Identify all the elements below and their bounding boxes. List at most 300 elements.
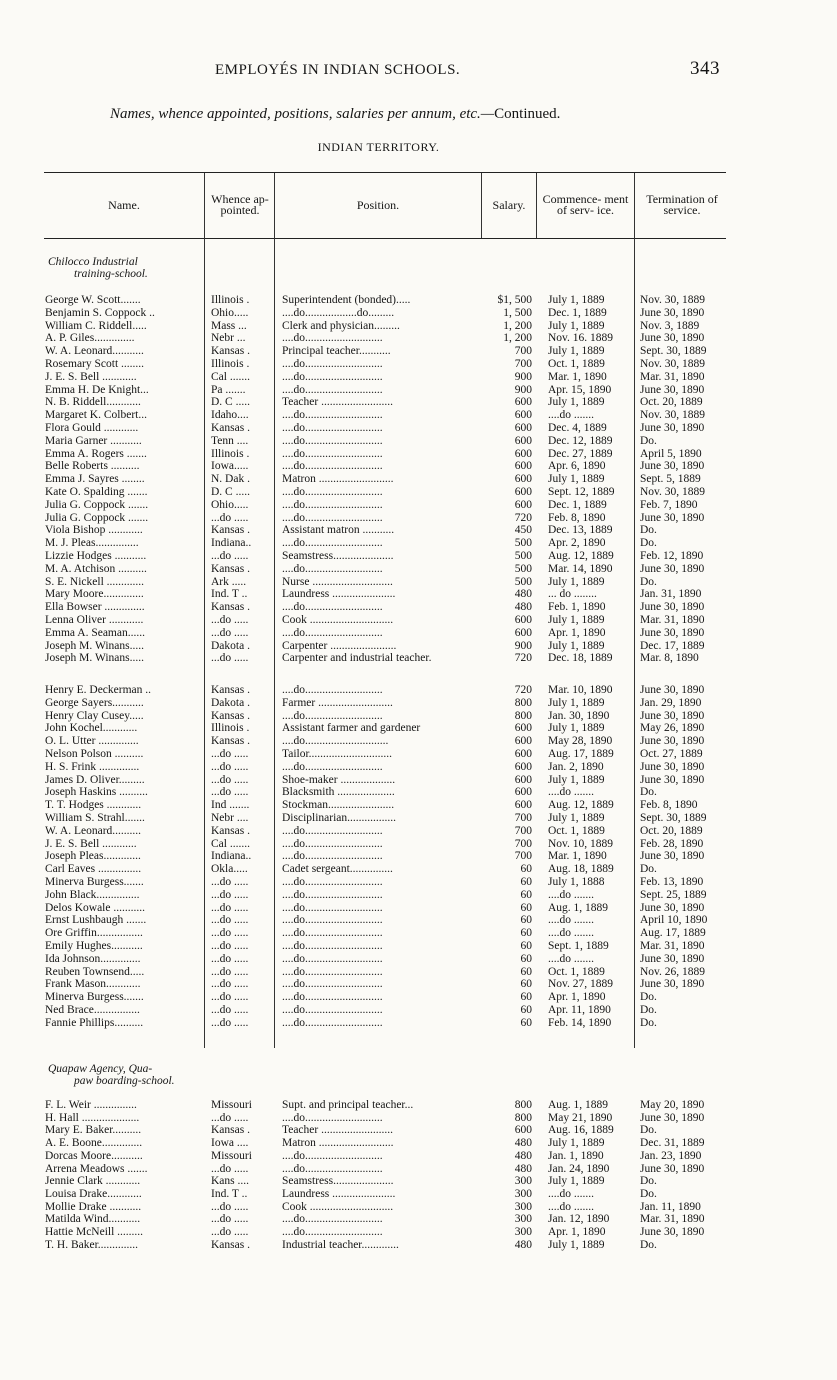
cell-commencement: Oct. 1, 1889: [548, 824, 605, 837]
cell-position: ....do...........................: [282, 422, 383, 434]
cell-name: H. Hall ....................: [45, 1111, 140, 1124]
cell-salary: 60: [520, 901, 532, 914]
table-row: [0, 914, 837, 927]
table-row: [0, 320, 837, 333]
cell-whence: ...do .....: [211, 1226, 249, 1238]
cell-commencement: Nov. 10, 1889: [548, 837, 614, 850]
table-row: [0, 524, 837, 537]
cell-commencement: Dec. 1, 1889: [548, 498, 607, 511]
cell-whence: Kansas .: [211, 684, 250, 696]
cell-salary: 480: [514, 1238, 532, 1251]
cell-whence: Cal .......: [211, 837, 250, 850]
cell-whence: Nebr ...: [211, 332, 246, 345]
table-row: [0, 563, 837, 576]
cell-salary: 500: [514, 575, 532, 588]
cell-position: Nurse ............................: [282, 575, 393, 588]
cell-termination: June 30, 1890: [640, 978, 705, 991]
cell-position: Teacher .........................: [282, 1124, 393, 1137]
cell-name: Mary E. Baker..........: [45, 1124, 142, 1137]
cell-whence: ...do .....: [211, 914, 249, 927]
cell-commencement: Feb. 14, 1890: [548, 1016, 612, 1029]
cell-name: A. P. Giles..............: [45, 332, 135, 345]
cell-name: Emma A. Seaman......: [45, 626, 145, 639]
cell-salary: 480: [514, 588, 532, 601]
table-row: [0, 345, 837, 358]
cell-name: Carl Eaves ...............: [45, 863, 142, 876]
cell-whence: ...do .....: [211, 901, 249, 914]
cell-position: ....do...........................: [282, 1149, 383, 1162]
cell-name: Mary Moore..............: [45, 588, 144, 601]
cell-position: ....do...........................: [282, 1213, 383, 1226]
cell-whence: ...do .....: [211, 876, 249, 888]
table-row: [0, 640, 837, 653]
cell-position: ....do...........................: [282, 511, 383, 524]
cell-commencement: Dec. 18, 1889: [548, 652, 613, 665]
cell-name: Emma A. Rogers .......: [45, 447, 147, 460]
cell-whence: Kansas .: [211, 562, 250, 575]
cell-termination: Oct. 20, 1889: [640, 824, 703, 837]
cell-name: F. L. Weir ...............: [45, 1099, 137, 1111]
table-row: [0, 876, 837, 889]
cell-salary: 700: [514, 824, 532, 837]
table-row: [0, 576, 837, 589]
table-row: [0, 550, 837, 563]
cell-salary: 300: [514, 1175, 532, 1188]
cell-position: ....do.............................: [282, 735, 389, 748]
cell-whence: ...do .....: [211, 978, 249, 991]
cell-commencement: July 1, 1889: [548, 473, 605, 486]
cell-position: ....do...........................: [282, 460, 383, 473]
cell-whence: Tenn ....: [211, 434, 249, 447]
cell-termination: Do.: [640, 991, 657, 1004]
cell-name: T. H. Baker..............: [45, 1238, 139, 1251]
cell-whence: ...do .....: [211, 550, 249, 562]
cell-whence: Dakota .: [211, 696, 250, 709]
cell-termination: June 30, 1890: [640, 601, 705, 614]
cell-termination: Jan. 23, 1890: [640, 1149, 702, 1162]
cell-termination: Do.: [640, 1187, 657, 1200]
cell-salary: 480: [514, 601, 532, 614]
cell-salary: 800: [514, 696, 532, 709]
cell-termination: Do.: [640, 863, 657, 876]
cell-name: Joseph Pleas.............: [45, 850, 141, 863]
cell-whence: ...do .....: [211, 1111, 249, 1124]
table-row: [0, 448, 837, 461]
cell-salary: 600: [514, 1124, 532, 1137]
cell-position: ....do...........................: [282, 383, 383, 396]
table-row: [0, 332, 837, 345]
cell-commencement: July 1, 1889: [548, 1175, 605, 1188]
cell-position: ....do...........................: [282, 965, 383, 978]
cell-salary: 600: [514, 460, 532, 473]
cell-position: ....do...........................: [282, 952, 383, 965]
cell-name: Joseph M. Winans.....: [45, 639, 144, 652]
cell-position: ....do...........................: [282, 760, 383, 773]
cell-salary: 300: [514, 1226, 532, 1238]
table-row: [0, 460, 837, 473]
cell-position: Shoe-maker ...................: [282, 773, 396, 786]
cell-termination: June 30, 1890: [640, 850, 705, 863]
cell-name: Henry E. Deckerman ..: [45, 684, 152, 696]
cell-position: ....do...........................: [282, 824, 383, 837]
cell-termination: Mar. 31, 1890: [640, 370, 705, 383]
cell-commencement: July 1, 1889: [548, 575, 605, 588]
cell-termination: June 30, 1890: [640, 511, 705, 524]
cell-termination: June 30, 1890: [640, 626, 705, 639]
cell-commencement: July 1, 1889: [548, 294, 605, 306]
cell-termination: Sept. 30, 1889: [640, 345, 707, 358]
cell-name: A. E. Boone..............: [45, 1137, 143, 1150]
cell-termination: June 30, 1890: [640, 306, 705, 319]
cell-whence: ...do .....: [211, 652, 249, 665]
cell-salary: 700: [514, 837, 532, 850]
cell-position: ....do...........................: [282, 684, 383, 696]
header-name: Name.: [108, 197, 140, 212]
cell-termination: Feb. 13, 1890: [640, 876, 704, 888]
header-salary: Salary.: [492, 197, 526, 212]
cell-commencement: ....do .......: [548, 409, 594, 422]
cell-salary: 800: [514, 1099, 532, 1111]
cell-position: Tailor.............................: [282, 748, 393, 760]
cell-name: Arrena Meadows .......: [45, 1162, 148, 1175]
cell-commencement: Aug. 12, 1889: [548, 550, 614, 562]
cell-termination: June 30, 1890: [640, 460, 705, 473]
cell-whence: Ohio.....: [211, 498, 249, 511]
table-row: [0, 889, 837, 902]
table-row: [0, 396, 837, 409]
table-row: [0, 722, 837, 735]
cell-termination: Do.: [640, 575, 657, 588]
cell-termination: Feb. 8, 1890: [640, 799, 698, 812]
cell-salary: 720: [514, 684, 532, 696]
cell-name: Margaret K. Colbert...: [45, 409, 147, 422]
cell-termination: May 20, 1890: [640, 1099, 705, 1111]
cell-termination: May 26, 1890: [640, 722, 705, 735]
cell-position: Disciplinarian.................: [282, 812, 397, 824]
cell-termination: Feb. 12, 1890: [640, 550, 704, 562]
cell-name: Fannie Phillips..........: [45, 1016, 144, 1029]
cell-name: M. A. Atchison ..........: [45, 562, 147, 575]
cell-position: ....do...........................: [282, 709, 383, 722]
cell-whence: ...do .....: [211, 1200, 249, 1213]
table-row: [0, 1124, 837, 1137]
cell-termination: Jan. 31, 1890: [640, 588, 702, 601]
cell-commencement: ....do .......: [548, 786, 594, 799]
cell-termination: June 30, 1890: [640, 760, 705, 773]
region-label: INDIAN TERRITORY.: [317, 140, 440, 154]
cell-name: Frank Mason............: [45, 978, 141, 991]
cell-termination: Do.: [640, 434, 657, 447]
cell-salary: 700: [514, 850, 532, 863]
table-row: [0, 384, 837, 397]
cell-whence: Kansas .: [211, 1238, 250, 1251]
table-row: [0, 825, 837, 838]
page-number: 343: [690, 58, 720, 79]
cell-name: Lenna Oliver ............: [45, 614, 144, 626]
cell-salary: 450: [514, 524, 532, 537]
cell-salary: 600: [514, 422, 532, 434]
cell-commencement: ....do .......: [548, 927, 594, 940]
cell-name: Emily Hughes...........: [45, 940, 143, 952]
cell-commencement: Jan. 30, 1890: [548, 709, 610, 722]
cell-whence: ...do .....: [211, 760, 249, 773]
cell-salary: 600: [514, 409, 532, 422]
cell-salary: 300: [514, 1213, 532, 1226]
table-row: [0, 991, 837, 1004]
cell-commencement: ....do .......: [548, 1200, 594, 1213]
cell-position: Assistant farmer and gardener: [282, 722, 421, 735]
cell-termination: June 30, 1890: [640, 1162, 705, 1175]
cell-name: James D. Oliver.........: [45, 773, 145, 786]
table-row: [0, 774, 837, 787]
cell-whence: ...do .....: [211, 940, 249, 952]
cell-salary: 600: [514, 735, 532, 748]
cell-name: W. A. Leonard...........: [45, 345, 144, 358]
cell-commencement: July 1, 1889: [548, 639, 605, 652]
cell-whence: Illinois .: [211, 294, 250, 306]
table-row: [0, 1226, 837, 1239]
cell-position: Cook .............................: [282, 614, 394, 626]
cell-salary: 900: [514, 370, 532, 383]
cell-position: Principal teacher...........: [282, 345, 391, 358]
table-row: [0, 838, 837, 851]
cell-position: Teacher .........................: [282, 396, 393, 409]
cell-salary: 60: [520, 1016, 532, 1029]
cell-whence: ...do .....: [211, 991, 249, 1004]
cell-commencement: Mar. 1, 1890: [548, 850, 607, 863]
table-row: [0, 601, 837, 614]
cell-salary: 60: [520, 978, 532, 991]
cell-commencement: Apr. 6, 1890: [548, 460, 606, 473]
cell-position: ....do...........................: [282, 434, 383, 447]
cell-termination: Feb. 28, 1890: [640, 837, 704, 850]
cell-whence: Ind. T ..: [211, 588, 248, 601]
cell-name: H. S. Frink ..............: [45, 760, 140, 773]
cell-commencement: Aug. 1, 1889: [548, 1099, 609, 1111]
cell-termination: Do.: [640, 524, 657, 537]
cell-whence: Indiana..: [211, 850, 252, 863]
cell-commencement: July 1, 1889: [548, 614, 605, 626]
cell-commencement: Aug. 18, 1889: [548, 863, 614, 876]
cell-name: Lizzie Hodges ...........: [45, 550, 147, 562]
cell-whence: ...do .....: [211, 1162, 249, 1175]
table-row: [0, 358, 837, 371]
cell-commencement: Oct. 1, 1889: [548, 358, 605, 370]
cell-termination: Aug. 17, 1889: [640, 927, 706, 940]
table-row: [0, 588, 837, 601]
cell-name: T. T. Hodges ............: [45, 799, 142, 812]
cell-commencement: Aug. 17, 1889: [548, 748, 614, 760]
cell-whence: Illinois .: [211, 447, 250, 460]
cell-name: Reuben Townsend.....: [45, 965, 145, 978]
cell-position: ....do...........................: [282, 562, 383, 575]
cell-termination: June 30, 1890: [640, 383, 705, 396]
cell-commencement: Feb. 8, 1890: [548, 511, 606, 524]
cell-termination: June 30, 1890: [640, 709, 705, 722]
cell-position: Laundress ......................: [282, 1187, 396, 1200]
cell-termination: June 30, 1890: [640, 952, 705, 965]
cell-commencement: Mar. 14, 1890: [548, 562, 613, 575]
cell-name: Hattie McNeill .........: [45, 1226, 144, 1238]
cell-termination: Oct. 20, 1889: [640, 396, 703, 409]
cell-salary: 300: [514, 1187, 532, 1200]
table-row: [0, 697, 837, 710]
cell-termination: Feb. 7, 1890: [640, 498, 698, 511]
cell-termination: June 30, 1890: [640, 773, 705, 786]
cell-name: J. E. S. Bell ............: [45, 837, 137, 850]
cell-commencement: ....do .......: [548, 952, 594, 965]
cell-commencement: Dec. 12, 1889: [548, 434, 613, 447]
cell-salary: 600: [514, 486, 532, 498]
cell-commencement: Dec. 27, 1889: [548, 447, 613, 460]
table-row: [0, 978, 837, 991]
cell-termination: Mar. 31, 1890: [640, 1213, 705, 1226]
cell-commencement: Jan. 2, 1890: [548, 760, 604, 773]
cell-name: N. B. Riddell............: [45, 396, 141, 409]
cell-whence: ...do .....: [211, 511, 249, 524]
cell-salary: 600: [514, 498, 532, 511]
cell-termination: Nov. 30, 1889: [640, 294, 706, 306]
cell-whence: Iowa.....: [211, 460, 249, 473]
cell-whence: ...do .....: [211, 773, 249, 786]
cell-commencement: July 1, 1889: [548, 696, 605, 709]
header-bottom-rule: [44, 238, 726, 239]
cell-commencement: Dec. 13, 1889: [548, 524, 613, 537]
table-row: [0, 1004, 837, 1017]
cell-position: ....do...........................: [282, 626, 383, 639]
cell-salary: 1, 200: [503, 332, 532, 345]
table-row: [0, 409, 837, 422]
cell-whence: Illinois .: [211, 358, 250, 370]
cell-position: ....do...........................: [282, 498, 383, 511]
cell-salary: 600: [514, 773, 532, 786]
cell-whence: Missouri: [211, 1099, 252, 1111]
table-row: [0, 371, 837, 384]
cell-termination: Nov. 26, 1889: [640, 965, 706, 978]
cell-position: Seamstress.....................: [282, 1175, 394, 1188]
table-row: [0, 1239, 837, 1252]
cell-commencement: July 1, 1888: [548, 876, 605, 888]
cell-termination: Mar. 8, 1890: [640, 652, 699, 665]
table-row: [0, 850, 837, 863]
cell-name: Joseph M. Winans.....: [45, 652, 144, 665]
cell-whence: Kans ....: [211, 1175, 250, 1188]
table-row: [0, 473, 837, 486]
cell-position: ....do...........................: [282, 1016, 383, 1029]
cell-name: J. E. S. Bell ............: [45, 370, 137, 383]
cell-commencement: Jan. 1, 1890: [548, 1149, 604, 1162]
cell-position: ....do...........................: [282, 1004, 383, 1016]
cell-name: Louisa Drake............: [45, 1187, 142, 1200]
cell-name: S. E. Nickell .............: [45, 575, 145, 588]
cell-commencement: Mar. 10, 1890: [548, 684, 613, 696]
cell-termination: Do.: [640, 1016, 657, 1029]
cell-termination: June 30, 1890: [640, 1226, 705, 1238]
cell-termination: April 10, 1890: [640, 914, 708, 927]
cell-name: Julia G. Coppock .......: [45, 498, 149, 511]
cell-whence: ...do .....: [211, 888, 249, 901]
cell-salary: 900: [514, 383, 532, 396]
running-head-title: EMPLOYÉS IN INDIAN SCHOOLS.: [215, 62, 461, 78]
region-heading: [0, 140, 837, 155]
cell-whence: ...do .....: [211, 614, 249, 626]
cell-salary: 60: [520, 1004, 532, 1016]
cell-whence: D. C .....: [211, 486, 250, 498]
cell-name: Emma H. De Knight...: [45, 383, 149, 396]
cell-commencement: ....do .......: [548, 914, 594, 927]
cell-salary: 700: [514, 345, 532, 358]
table-row: [0, 294, 837, 307]
cell-whence: Kansas .: [211, 735, 250, 748]
cell-commencement: Aug. 1, 1889: [548, 901, 609, 914]
table-row: [0, 652, 837, 678]
cell-commencement: Sept. 12, 1889: [548, 486, 615, 498]
cell-termination: June 30, 1890: [640, 735, 705, 748]
cell-whence: ...do .....: [211, 1016, 249, 1029]
cell-name: Dorcas Moore...........: [45, 1149, 143, 1162]
cell-commencement: Dec. 1, 1889: [548, 306, 607, 319]
cell-name: Viola Bishop ............: [45, 524, 143, 537]
cell-whence: ...do .....: [211, 626, 249, 639]
table-row: [0, 863, 837, 876]
table-row: [0, 786, 837, 799]
table-row: [0, 1163, 837, 1176]
cell-termination: Do.: [640, 1004, 657, 1016]
table-row: [0, 1188, 837, 1201]
cell-whence: Kansas .: [211, 422, 250, 434]
cell-position: Seamstress.....................: [282, 550, 394, 562]
cell-position: ....do...........................: [282, 888, 383, 901]
cell-whence: Mass ...: [211, 319, 247, 332]
table-row: [0, 1099, 837, 1112]
cell-commencement: Nov. 27, 1889: [548, 978, 614, 991]
cell-position: ....do...........................: [282, 601, 383, 614]
cell-name: Ned Brace................: [45, 1004, 140, 1016]
cell-position: ....do...........................: [282, 940, 383, 952]
cell-position: Laundress ......................: [282, 588, 396, 601]
cell-position: Industrial teacher.............: [282, 1238, 399, 1251]
cell-commencement: Apr. 2, 1890: [548, 537, 606, 550]
cell-commencement: July 1, 1889: [548, 722, 605, 735]
cell-commencement: Aug. 16, 1889: [548, 1124, 614, 1137]
cell-salary: 60: [520, 927, 532, 940]
cell-position: ....do...........................: [282, 978, 383, 991]
table-row: [0, 499, 837, 512]
table-row: [0, 710, 837, 723]
cell-termination: June 30, 1890: [640, 1111, 705, 1124]
cell-name: Ida Johnson..............: [45, 952, 141, 965]
cell-name: O. L. Utter ..............: [45, 735, 139, 748]
cell-name: Jennie Clark ............: [45, 1175, 141, 1188]
cell-name: George Sayers...........: [45, 696, 144, 709]
cell-name: Benjamin S. Coppock ..: [45, 306, 155, 319]
cell-salary: 60: [520, 876, 532, 888]
cell-name: Ore Griffin................: [45, 927, 143, 940]
cell-name: Rosemary Scott ........: [45, 358, 145, 370]
cell-commencement: May 28, 1890: [548, 735, 613, 748]
cell-commencement: Nov. 16. 1889: [548, 332, 614, 345]
cell-salary: 60: [520, 952, 532, 965]
cell-termination: April 5, 1890: [640, 447, 702, 460]
cell-whence: Missouri: [211, 1149, 252, 1162]
table-row: [0, 902, 837, 915]
cell-salary: 480: [514, 1162, 532, 1175]
cell-position: ....do...........................: [282, 1226, 383, 1238]
cell-salary: 600: [514, 396, 532, 409]
cell-name: Julia G. Coppock .......: [45, 511, 149, 524]
cell-position: Cook .............................: [282, 1200, 394, 1213]
table-subtitle: [110, 106, 730, 123]
